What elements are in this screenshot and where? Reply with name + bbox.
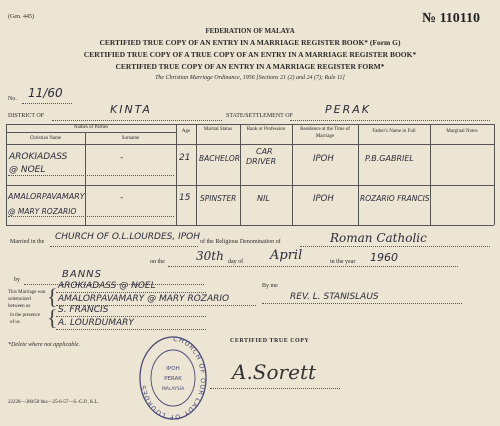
entry-no-label: No. [8, 96, 17, 102]
witness-2: A. LOURDUMARY [58, 318, 134, 328]
seal-line-2: PERAK [164, 376, 182, 382]
solemnized-label-1: This Marriage was [8, 290, 46, 295]
col-residence: Residence at the Time of Marriage [300, 127, 350, 139]
groom-residence: IPOH [313, 154, 334, 164]
bride-residence: IPOH [313, 194, 334, 204]
certificate-number [422, 11, 480, 27]
seal-line-1: IPOH [166, 366, 180, 372]
married-in-label: Married in the [10, 239, 45, 245]
state-label: STATE/SETTLEMENT OF [226, 113, 293, 119]
by-me-label: By me [262, 283, 278, 289]
groom-father: P.B.GABRIEL [365, 154, 414, 163]
presence-label [10, 312, 40, 326]
groom-profession-line-2: DRIVER [246, 157, 277, 166]
col-profession: Rank or Profession [246, 127, 286, 132]
number-value: 110110 [439, 11, 481, 26]
church-seal [138, 334, 208, 420]
groom-name-line-1: AROKIADASS [9, 152, 68, 162]
bride-name-line-1: AMALORPAVAMARY [8, 192, 85, 201]
bride-name-line-2: @ MARY ROZARIO [8, 207, 77, 216]
groom-name-line-2: @ NOEL [9, 165, 46, 175]
party-2: AMALORPAVAMARY @ MARY ROZARIO [58, 294, 230, 304]
day-of-label: day of [228, 259, 244, 265]
bride-surname: - [120, 193, 124, 203]
print-reference: 22228—300/50 bks—25-6-57—S.-G.P., K.L. [8, 400, 100, 405]
bride-profession: NIL [257, 194, 270, 203]
entry-no-line [22, 103, 72, 104]
form-reference: (Gen. 445) [8, 14, 34, 20]
married-in-value: CHURCH OF O.L.LOURDES, IPOH [55, 232, 201, 242]
bride-age: 15 [179, 193, 191, 203]
by-value: BANNS [62, 269, 103, 280]
year-label: in the year [330, 259, 356, 265]
federation-title: FEDERATION OF MALAYA [205, 27, 295, 35]
denomination-value: Roman Catholic [330, 231, 427, 245]
seal-ring-text: CHURCH OF OUR LADY OF LOURDES [139, 334, 208, 420]
entry-no-value: 11/60 [28, 86, 63, 100]
col-surname: Surname [121, 136, 140, 141]
col-father: Father's Name in Full [372, 129, 416, 134]
groom-marital-status: BACHELOR [199, 154, 240, 163]
seal-line-3: MALAYSIA [161, 387, 185, 392]
state-value: PERAK [325, 103, 371, 116]
brace: { [47, 284, 58, 309]
bride-marital-status: SPINSTER [200, 194, 237, 203]
state-line [290, 120, 490, 121]
title-line-1: CERTIFIED TRUE COPY OF AN ENTRY IN A MARRIAGE REGISTER BOOK* (Form G) [99, 38, 401, 47]
by-label: by [14, 277, 20, 283]
col-age: Age [181, 129, 191, 134]
col-christian-name: Christian Name [29, 136, 62, 141]
on-the-label: on the [150, 259, 165, 265]
signature: A.Sorett [232, 360, 317, 384]
title-line-3: CERTIFIED TRUE COPY OF AN ENTRY IN A MARRIAGE REGISTER FORM* [115, 62, 385, 71]
year-value: 1960 [370, 251, 398, 264]
presence-label-2: of us [10, 320, 20, 325]
groom-profession-line-1: CAR [256, 147, 273, 156]
brace-witness: { [47, 305, 58, 330]
witness-1: S. FRANCIS [58, 305, 109, 315]
title-line-2: CERTIFIED TRUE COPY OF A TRUE COPY OF AN ENTRY IN A MARRIAGE REGISTER BOOK* [83, 50, 417, 59]
day-value: 30th [196, 249, 224, 263]
month-value: April [270, 248, 303, 263]
party-1: AROKIADASS @ NOEL [58, 281, 156, 291]
col-marginal-notes: Marginal Notes [446, 129, 478, 134]
presence-label-1: in the presence [10, 313, 40, 318]
district-line [52, 120, 222, 121]
denomination-label: of the Religious Denomination of [200, 239, 281, 245]
groom-surname: - [120, 153, 124, 163]
col-marital-status: Marital Status [203, 127, 233, 132]
bride-father: ROZARIO FRANCIS [360, 194, 430, 203]
groom-age: 21 [179, 153, 191, 163]
parties-header: Names of Parties [73, 125, 109, 130]
district-value: KINTA [110, 103, 152, 116]
district-label: DISTRICT OF [8, 113, 45, 119]
ordinance-text: The Christian Marriage Ordinance, 1956 [Sections 21 (2) and 24 (7); Rule 11] [155, 75, 345, 81]
solemnized-label [8, 289, 46, 310]
delete-note: *Delete where not applicable. [8, 342, 81, 348]
solemnized-label-2: solemnized [8, 297, 31, 302]
solemnized-label-3: between us [8, 304, 31, 309]
certified-label: CERTIFIED TRUE COPY [230, 338, 310, 344]
officiant: REV. L. STANISLAUS [290, 292, 379, 302]
number-label: № [422, 11, 437, 26]
